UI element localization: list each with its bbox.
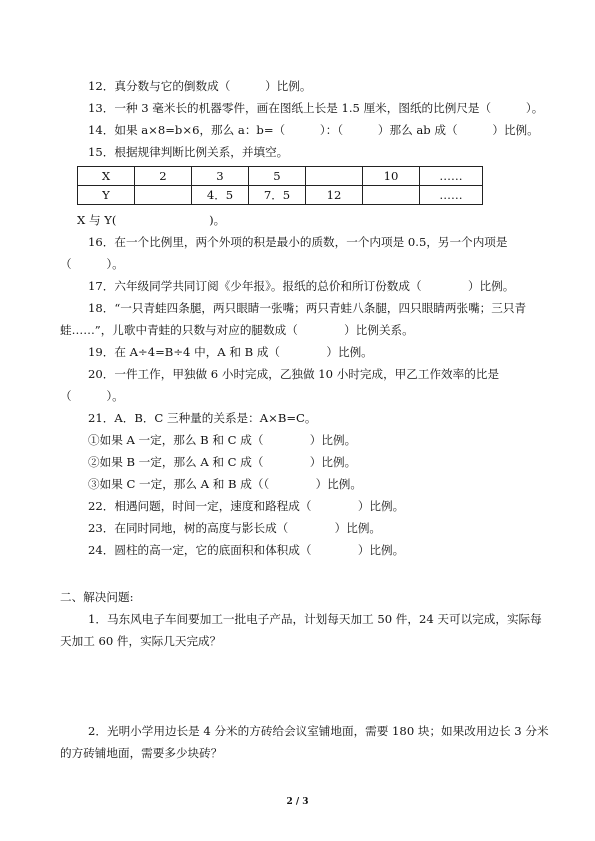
table-cell: [363, 186, 420, 205]
line-q21: 21．A．B．C 三种量的关系是：A×B=C。: [88, 411, 317, 425]
line-q18: 18．“一只青蛙四条腿，两只眼睛一张嘴；两只青蛙八条腿，四只眼睛两张嘴；三只青: [88, 301, 527, 315]
line-q16: 16．在一个比例里，两个外项的积是最小的质数，一个内项是 0.5，另一个内项是: [88, 235, 508, 249]
line-q16-answer: （ ）。: [60, 257, 124, 271]
table-cell: [135, 186, 192, 205]
line-q19: 19．在 A÷4=B÷4 中，A 和 B 成（ ）比例。: [88, 345, 373, 359]
table-cell: X: [78, 167, 135, 186]
line-q23: 23．在同时同地，树的高度与影长成（ ）比例。: [88, 521, 382, 535]
line-q24: 24．圆柱的高一定，它的底面积和体积成（ ）比例。: [88, 543, 405, 557]
proportion-table: [77, 166, 483, 205]
problem-2: 2．光明小学用边长是 4 分米的方砖给会议室铺地面，需要 180 块；如果改用边长 3 分米: [88, 724, 549, 738]
table-cell: 4．5: [192, 186, 249, 205]
line-q17: 17．六年级同学共同订阅《少年报》。报纸的总价和所订份数成（ ）比例。: [88, 279, 515, 293]
line-q21-1: ①如果 A 一定，那么 B 和 C 成（ ）比例。: [88, 433, 357, 447]
problem-2-cont: 的方砖铺地面，需要多少块砖？: [60, 746, 223, 760]
table-cell: 10: [363, 167, 420, 186]
table-cell: 7．5: [249, 186, 306, 205]
table-cell: ……: [420, 167, 483, 186]
line-q21-2: ②如果 B 一定，那么 A 和 C 成（ ）比例。: [88, 455, 357, 469]
line-q22: 22．相遇问题，时间一定，速度和路程成（ ）比例。: [88, 499, 405, 513]
table-cell: 12: [306, 186, 363, 205]
section-heading: 二、解决问题:: [60, 590, 134, 604]
table-row-y: [78, 186, 483, 205]
line-q20-answer: （ ）。: [60, 389, 124, 403]
line-q13: 13．一种 3 毫米长的机器零件，画在图纸上长是 1.5 厘米，图纸的比例尺是（ ）。: [88, 101, 544, 115]
table-cell: 5: [249, 167, 306, 186]
table-cell: 3: [192, 167, 249, 186]
line-xy: X 与 Y( )。: [77, 213, 226, 227]
line-q18-cont: 蛙……”，儿歌中青蛙的只数与对应的腿数成（ ）比例关系。: [60, 323, 414, 337]
line-q14: 14．如果 a×8=b×6，那么 a：b=（ ）：（ ）那么 ab 成（ ）比例。: [88, 123, 539, 137]
line-q15: 15．根据规律判断比例关系，并填空。: [88, 145, 289, 159]
page-number: 2 / 3: [286, 797, 309, 807]
table-cell: 2: [135, 167, 192, 186]
line-q20: 20．一件工作，甲独做 6 小时完成，乙独做 10 小时完成，甲乙工作效率的比是: [88, 367, 500, 381]
line-q12: 12．真分数与它的倒数成（ ）比例。: [88, 79, 312, 93]
table-cell: ……: [420, 186, 483, 205]
table-cell: Y: [78, 186, 135, 205]
table-cell: [306, 167, 363, 186]
line-q21-3: ③如果 C 一定，那么 A 和 B 成（（ ）比例。: [88, 477, 362, 491]
table-row-x: [78, 167, 483, 186]
problem-1: 1．马东风电子车间要加工一批电子产品，计划每天加工 50 件，24 天可以完成，实际每: [88, 612, 542, 626]
problem-1-cont: 天加工 60 件，实际几天完成？: [60, 634, 222, 648]
